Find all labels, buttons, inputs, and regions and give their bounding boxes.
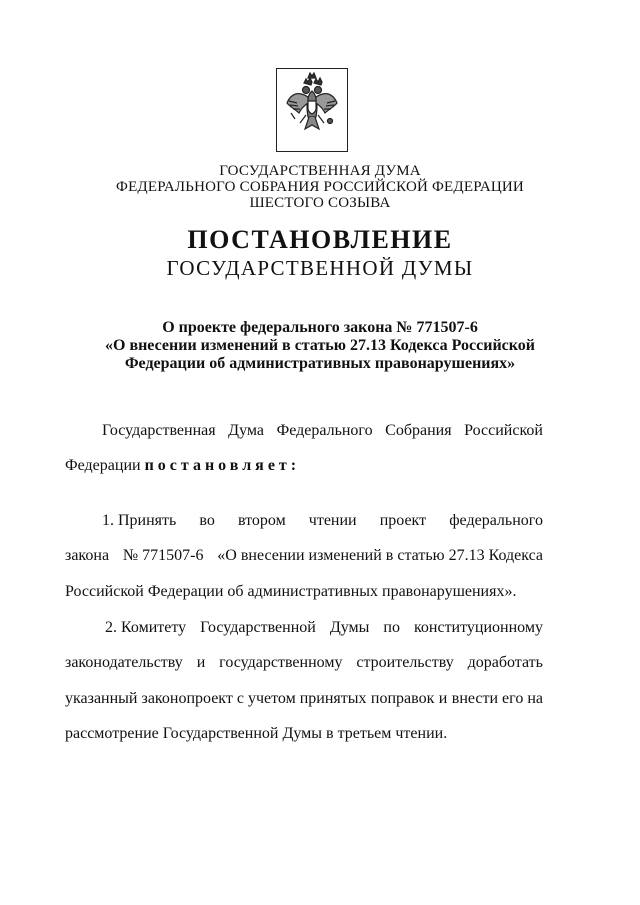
item-1-line-3: Российской Федерации об административных правонарушениях». <box>65 583 517 600</box>
resolves-word: постановляет: <box>144 457 301 474</box>
document-subtitle: ГОСУДАРСТВЕННОЙ ДУМЫ <box>166 256 474 280</box>
item-2-word: и <box>438 690 448 707</box>
header-line-federal-assembly: ФЕДЕРАЛЬНОГО СОБРАНИЯ РОССИЙСКОЙ ФЕДЕРАЦИИ <box>116 179 524 195</box>
item-1-line-2 <box>65 547 543 565</box>
item-2-word: Государственной <box>200 619 316 636</box>
item-1-word: проект <box>379 512 427 529</box>
preamble-word: Дума <box>228 422 264 439</box>
preamble-word: Российской <box>464 422 543 439</box>
item-1-word: закона <box>65 547 110 564</box>
subject-line-2: «О внесении изменений в статью 27.13 Кодекса Российской <box>105 337 535 354</box>
item-1-word: чтении <box>308 512 357 529</box>
item-1-word: «О внесении изменений в статью 27.13 Кодекса <box>217 547 543 564</box>
item-2-word: конституционному <box>413 619 543 636</box>
preamble-word: Собрания <box>385 422 452 439</box>
subject-line-1: О проекте федерального закона № 771507-6 <box>162 319 478 336</box>
item-2-word: законодательству <box>65 654 183 671</box>
item-2-word: доработать <box>467 654 543 671</box>
preamble-word: Государственная <box>102 422 216 439</box>
item-1-word: 1. Принять <box>102 512 177 529</box>
law-number: № 771507-6 <box>122 547 204 564</box>
item-2-word: и <box>196 654 206 671</box>
item-2-word: поправок <box>370 690 435 707</box>
subject-line-3: Федерации об административных правонарушениях» <box>124 355 516 372</box>
header-line-duma: ГОСУДАРСТВЕННАЯ ДУМА <box>219 163 421 179</box>
item-1-word: федерального <box>449 512 543 529</box>
preamble-word: Федерального <box>276 422 373 439</box>
preamble-line-1 <box>102 422 543 440</box>
item-2-line-3 <box>65 690 543 708</box>
emblem-frame <box>276 68 348 152</box>
item-2-word: государственному <box>219 654 343 671</box>
preamble-federation-word: Федерации <box>65 457 141 474</box>
item-2-word: по <box>383 619 400 636</box>
item-2-line-1 <box>105 619 543 637</box>
item-2-line-2 <box>65 654 543 672</box>
header-line-convocation: ШЕСТОГО СОЗЫВА <box>249 195 391 211</box>
item-2-word: Думы <box>329 619 370 636</box>
item-1-word: втором <box>237 512 286 529</box>
russian-coat-of-arms-icon <box>277 69 347 151</box>
item-2-word: указанный законопроект с учетом принятых <box>65 690 367 707</box>
item-2-word: 2. Комитету <box>105 619 187 636</box>
item-2-word: внести его на <box>451 690 543 707</box>
document-title: ПОСТАНОВЛЕНИЕ <box>187 225 453 254</box>
item-2-line-4: рассмотрение Государственной Думы в третьем чтении. <box>65 725 448 742</box>
item-1-line-1 <box>102 512 543 530</box>
preamble-line-2 <box>65 457 300 475</box>
item-1-word: во <box>199 512 215 529</box>
item-2-word: строительству <box>356 654 454 671</box>
